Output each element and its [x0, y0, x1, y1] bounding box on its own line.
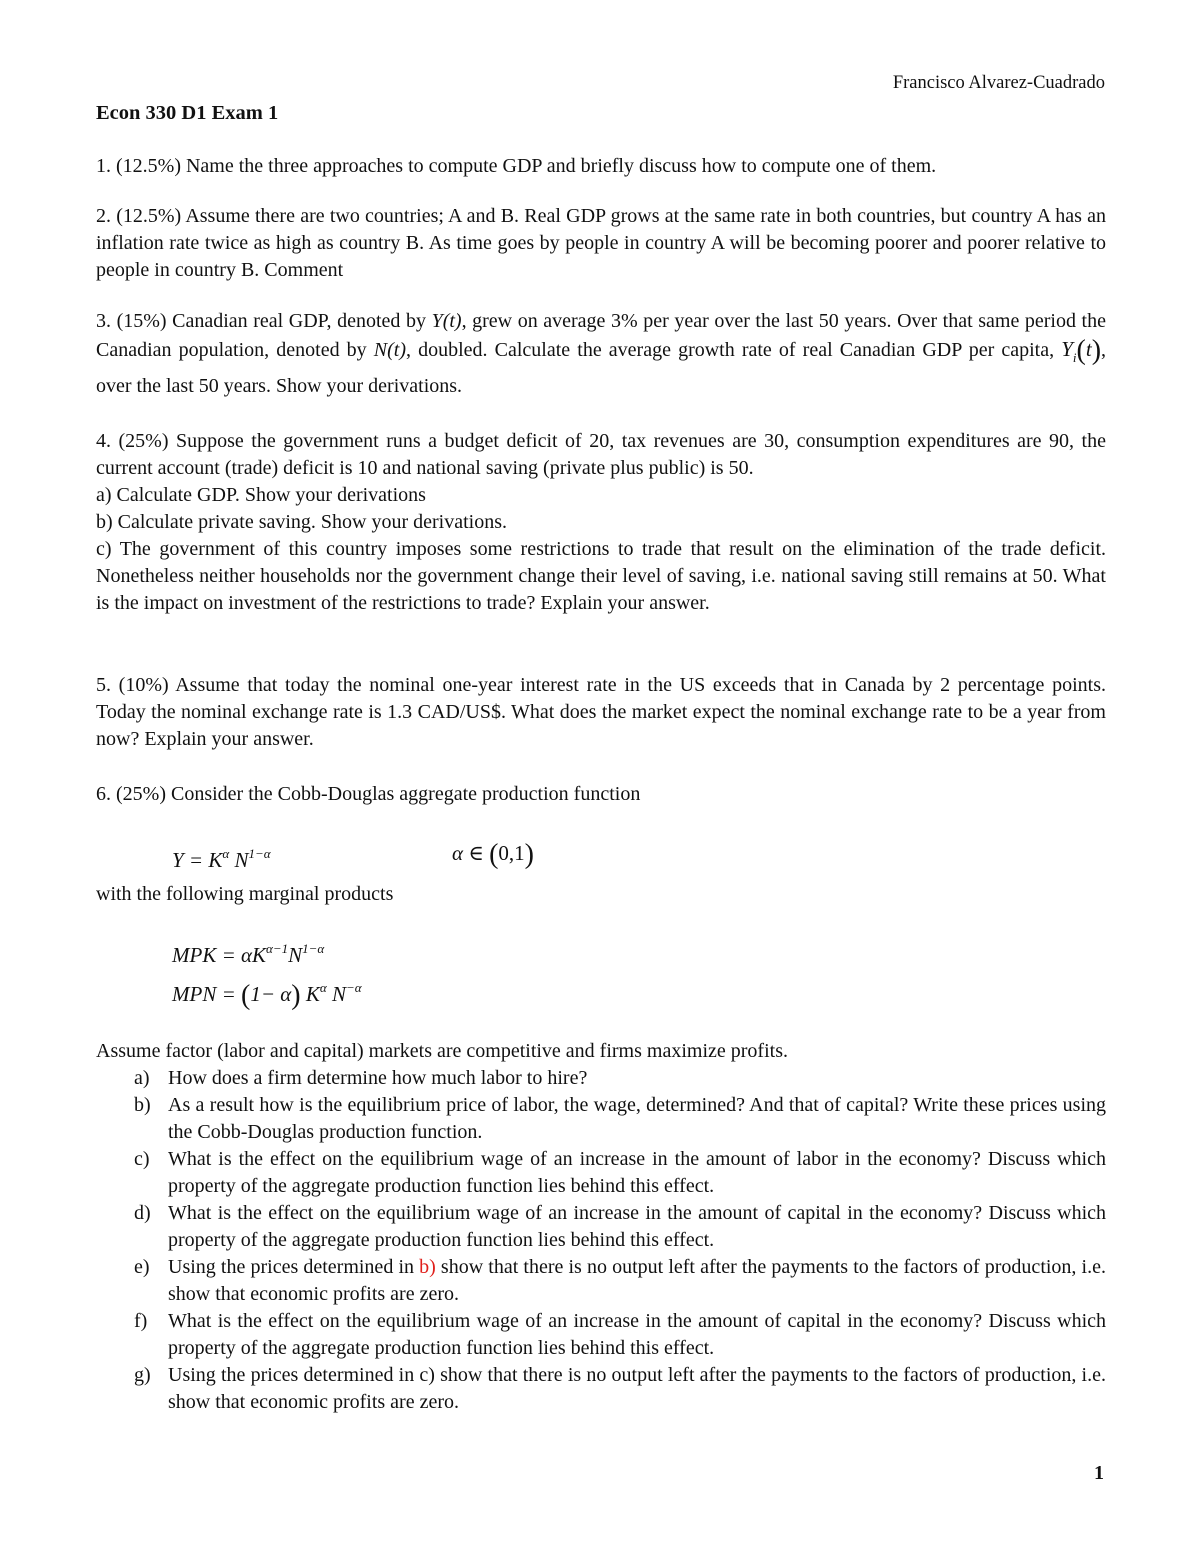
exam-page: Francisco Alvarez-Cuadrado Econ 330 D1 Exam 1 1. (12.5%) Name the three approaches to compute GDP and briefly discuss how to compute one of them. 2. (12.5%) Assume there are two countries; A and B. Real GDP grows at the same rate in both countries, but country A has an inflation rate twice as high as country B. As time goes by people in country A will be becoming poorer and poorer relative to people in country B. Comment 3. (15%) Canadian real GDP, denoted by Y(t), grew on average 3% per year over the last 50 years. Over that same period the Canadian population, denoted by N(t), doubled. Calculate the average growth rate of real Canadian GDP per capita, $Y_i(t)$, over the last 50 years. Show your derivations. 4. (25%) Suppose the government runs a budget deficit of 20, tax revenues are 30, consumption expenditures are 90, the current account (trade) deficit is 10 and national saving (private plus public) is 50. a) Calculate GDP. Show your derivations b) Calculate private saving. Show your derivations. c) The government of this country imposes some restrictions to trade that result on the elimination of the trade deficit. Nonetheless neither households nor the government change their level of saving, i.e. national saving still remains at 50. What is the impact on investment of the restrictions to trade? Explain your answer. 5. (10%) Assume that today the nominal one-year interest rate in the US exceeds that in Canada by 2 percentage points. Today the nominal exchange rate is 1.3 CAD/US$. What does the market expect the nominal exchange rate to be a year from now? Explain your answer. 6. (25%) Consider the Cobb-Douglas aggregate production function $Y = K^\alpha$ $N^{1-\alpha}$ α ∈ (0,1) with the following marginal products MPK = $\alpha K^{\alpha-1}N^{1-\alpha}$ MPN = (1− α) $K^\alpha$ $N^{-\alpha}$ Assume factor (labor and capital) markets are competitive and firms maximize profits. a) How does a firm determine how much labor to hire? b) As a result how is the equilibrium price of labor, the wage, determined? And that of capital? Write these prices using the Cobb-Douglas production function. c) What is the effect on the equilibrium wage of an increase in the amount of labor in the economy? Discuss which property of the aggregate production function lies behind this effect. d) What is the effect on the equilibrium wage of an increase in the amount of capital in the economy? Discuss which property of the aggregate production function lies behind this effect. e) Using the prices determined in b) show that there is no output left after the payments to the factors of production, i.e. show that economic profits are zero. f) What is the effect on the equilibrium wage of an increase in the amount of capital in the economy? Discuss which property of the aggregate production function lies behind this effect. g) Using the prices determined in c) show that there is no output left after the payments to the factors of production, i.e. show that economic profits are zero. 1 — [0, 0, 1200, 1553]
question-4b: b) Calculate private saving. Show your derivations. — [96, 511, 508, 533]
exam-title: Econ 330 D1 Exam 1 — [96, 102, 279, 124]
page-number: 1 — [1094, 1462, 1104, 1484]
alpha-domain: α ∈ (0,1) — [452, 839, 534, 870]
author-name: Francisco Alvarez-Cuadrado — [892, 73, 1105, 93]
mpn-equation: MPN = (1− α) $K^\alpha$ $N^{-\alpha}$ — [172, 980, 362, 1011]
question-4-intro: 4. (25%) Suppose the government runs a budget deficit of 20, tax revenues are 30, consumption expenditures are 90, the current account (trade) deficit is 10 and national saving (private plus public) is 50. — [96, 430, 1106, 479]
question-4c: c) The government of this country imposes some restrictions to trade that result on the elimination of the trade deficit. Nonetheless neither households nor the government change their level of saving, i.e. national saving still remains at 50. What is the impact on investment of the restrictions to trade? Explain your answer. — [96, 538, 1106, 614]
question-5: 5. (10%) Assume that today the nominal one-year interest rate in the US exceeds that in Canada by 2 percentage points. Today the nominal exchange rate is 1.3 CAD/US$. What does the market expect the nominal exchange rate to be a year from now? Explain your answer. — [96, 674, 1106, 750]
var-yi-t: $Y_i(t)$ — [1061, 335, 1102, 366]
question-2: 2. (12.5%) Assume there are two countries; A and B. Real GDP grows at the same rate in both countries, but country A has an inflation rate twice as high as country B. As time goes by people in country A will be becoming poorer and poorer relative to people in country B. Comment — [96, 205, 1106, 281]
var-n-t: N(t) — [373, 339, 407, 361]
var-y-t: Y(t) — [431, 310, 462, 332]
question-3: 3. (15%) Canadian real GDP, denoted by Y(t), grew on average 3% per year over the last 50 years. Over that same period the Canadian population, denoted by N(t), doubled. Calculate the average growth rate of real Canadian GDP per capita, $Y_i(t)$, over the last 50 years. Show your derivations. — [96, 310, 1107, 397]
cobb-douglas-equation: $Y = K^\alpha$ $N^{1-\alpha}$ — [172, 846, 271, 872]
mpk-equation: MPK = $\alpha K^{\alpha-1}N^{1-\alpha}$ — [172, 941, 325, 967]
question-6-assumption: Assume factor (labor and capital) markets are competitive and firms maximize profits. — [96, 1040, 788, 1062]
marginal-products-intro: with the following marginal products — [96, 883, 394, 905]
reference-b: b) — [419, 1256, 436, 1278]
question-4a: a) Calculate GDP. Show your derivations — [96, 484, 426, 506]
question-6-intro: 6. (25%) Consider the Cobb-Douglas aggregate production function — [96, 783, 641, 805]
question-1: 1. (12.5%) Name the three approaches to compute GDP and briefly discuss how to compute one of them. — [96, 155, 937, 177]
